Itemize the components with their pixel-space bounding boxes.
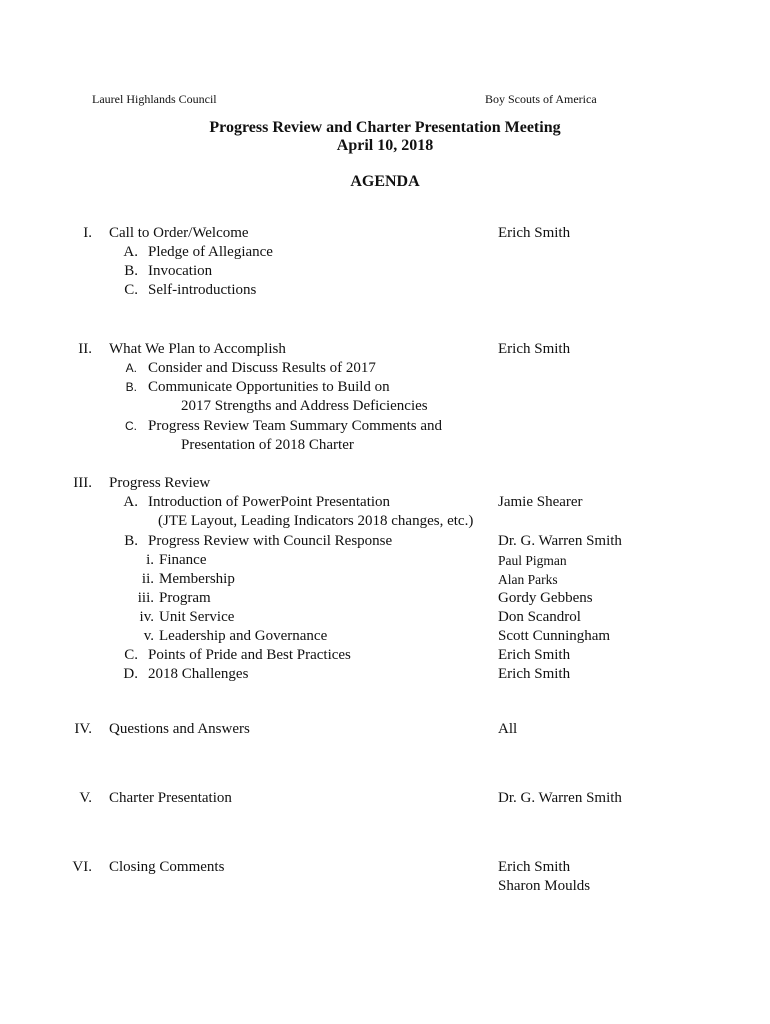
item-text: Progress Review Team Summary Comments and [148, 418, 443, 434]
item-text: Pledge of Allegiance [148, 244, 273, 260]
section-title: Progress Review [109, 475, 211, 491]
meeting-date: April 10, 2018 [336, 137, 434, 154]
agenda-section-4 [0, 720, 770, 739]
subitem-presenter: Alan Parks [498, 572, 558, 587]
section-presenter: Dr. G. Warren Smith [498, 790, 622, 806]
section-numeral: III. [73, 475, 92, 491]
item-text: Invocation [148, 263, 213, 279]
agenda-item [0, 646, 770, 665]
item-letter: A. [123, 494, 138, 510]
section-title: What We Plan to Accomplish [109, 341, 286, 357]
meeting-title: Progress Review and Charter Presentation Meeting [209, 119, 561, 136]
agenda-item [0, 532, 770, 551]
item-text-continued: (JTE Layout, Leading Indicators 2018 changes, etc.) [158, 513, 474, 529]
section-title: Closing Comments [109, 859, 225, 875]
item-letter: B. [124, 263, 138, 279]
agenda-item-continuation [0, 397, 770, 416]
agenda-item [0, 493, 770, 512]
agenda-subitem [0, 570, 770, 589]
subitem-text: Program [159, 590, 211, 606]
item-letter: C. [124, 647, 138, 663]
agenda-section-3 [0, 474, 770, 493]
agenda-section-6-second-presenter [0, 877, 770, 896]
section-numeral: I. [83, 225, 92, 241]
section-presenter: Erich Smith [498, 859, 571, 875]
agenda-section-6 [0, 858, 770, 877]
organization-name: Boy Scouts of America [485, 92, 597, 106]
agenda-item-continuation [0, 436, 770, 455]
section-title: Call to Order/Welcome [109, 225, 249, 241]
subitem-numeral: iii. [137, 590, 154, 606]
section-presenter: All [498, 721, 518, 737]
item-text: Consider and Discuss Results of 2017 [148, 360, 376, 376]
section-numeral: V. [79, 790, 92, 806]
subitem-presenter: Don Scandrol [498, 609, 581, 625]
item-presenter: Erich Smith [498, 647, 571, 663]
item-presenter: Erich Smith [498, 666, 571, 682]
subitem-text: Unit Service [159, 609, 235, 625]
agenda-subitem [0, 627, 770, 646]
item-letter: C. [125, 419, 137, 433]
item-letter: B. [124, 533, 138, 549]
agenda-subitem [0, 589, 770, 608]
item-letter: A. [123, 244, 138, 260]
item-presenter: Dr. G. Warren Smith [498, 533, 622, 549]
item-text-continued: 2017 Strengths and Address Deficiencies [181, 398, 428, 414]
item-letter: D. [123, 666, 138, 682]
item-text: Progress Review with Council Response [148, 533, 393, 549]
agenda-section-5 [0, 789, 770, 808]
section-numeral: II. [78, 341, 92, 357]
item-text: Introduction of PowerPoint Presentation [148, 494, 391, 510]
section-numeral: IV. [74, 721, 92, 737]
subitem-text: Leadership and Governance [159, 628, 328, 644]
item-letter: A. [125, 361, 137, 375]
item-text: Communicate Opportunities to Build on [148, 379, 390, 395]
section-presenter: Erich Smith [498, 225, 571, 241]
item-letter: B. [125, 380, 137, 394]
item-text: 2018 Challenges [148, 666, 249, 682]
subitem-numeral: iv. [139, 609, 154, 625]
subitem-presenter: Scott Cunningham [498, 628, 611, 644]
agenda-item [0, 243, 770, 262]
item-text: Self-introductions [148, 282, 257, 298]
agenda-item [0, 262, 770, 281]
subitem-numeral: ii. [141, 571, 154, 587]
agenda-item [0, 417, 770, 436]
item-letter: C. [124, 282, 138, 298]
agenda-subitem [0, 608, 770, 627]
council-name: Laurel Highlands Council [92, 92, 217, 106]
item-text: Points of Pride and Best Practices [148, 647, 351, 663]
subitem-text: Membership [159, 571, 235, 587]
section-presenter: Sharon Moulds [498, 878, 591, 894]
section-title: Questions and Answers [109, 721, 250, 737]
subitem-numeral: v. [143, 628, 154, 644]
agenda-item-continuation [0, 512, 770, 531]
section-numeral: VI. [72, 859, 92, 875]
subitem-numeral: i. [146, 552, 154, 568]
agenda-item [0, 281, 770, 300]
agenda-item [0, 665, 770, 684]
section-title: Charter Presentation [109, 790, 232, 806]
subitem-text: Finance [159, 552, 207, 568]
agenda-subitem [0, 551, 770, 570]
agenda-section-1 [0, 224, 770, 243]
agenda-item [0, 378, 770, 397]
item-text-continued: Presentation of 2018 Charter [181, 437, 354, 453]
section-presenter: Erich Smith [498, 341, 571, 357]
agenda-section-2 [0, 340, 770, 359]
subitem-presenter: Paul Pigman [498, 553, 567, 568]
agenda-item [0, 359, 770, 378]
subitem-presenter: Gordy Gebbens [498, 590, 593, 606]
item-presenter: Jamie Shearer [498, 494, 583, 510]
agenda-heading: AGENDA [350, 173, 420, 190]
